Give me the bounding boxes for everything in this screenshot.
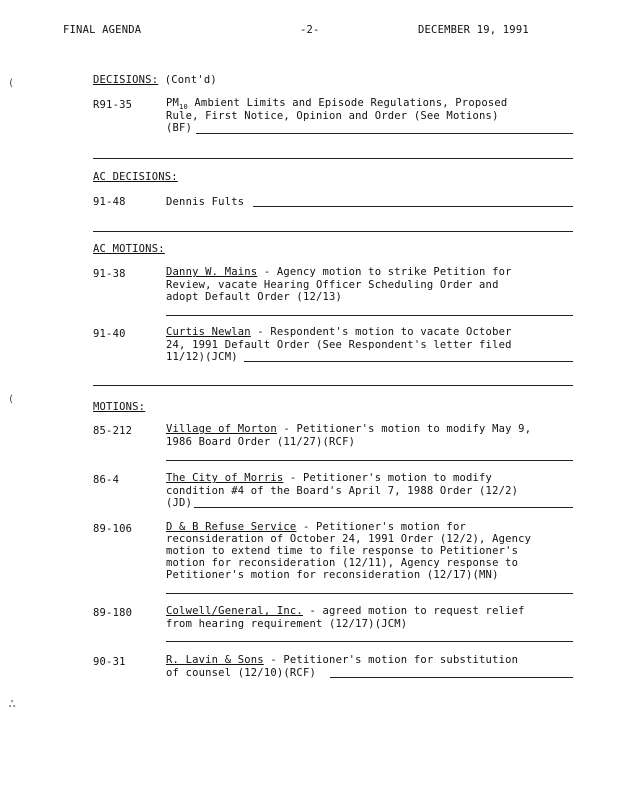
- agenda-item-text: R. Lavin & Sons - Petitioner's motion for substitution: [166, 654, 519, 666]
- section-ac-decisions-heading: AC DECISIONS:: [93, 171, 178, 183]
- header-page-number: -2-: [300, 24, 320, 36]
- vote-line: [93, 158, 573, 159]
- vote-line: [330, 677, 573, 678]
- scan-mark: (: [8, 78, 15, 89]
- agenda-item-text: The City of Morris - Petitioner's motion to modify: [166, 472, 493, 484]
- agenda-item-text: (JD): [166, 497, 193, 509]
- agenda-item-text: Village of Morton - Petitioner's motion to modify May 9,: [166, 423, 532, 435]
- docket-number: 86-4: [93, 474, 120, 486]
- docket-number: 91-48: [93, 196, 126, 208]
- agenda-item-text: 1986 Board Order (11/27)(RCF): [166, 436, 356, 448]
- agenda-item-text: Danny W. Mains - Agency motion to strike Petition for: [166, 266, 512, 278]
- docket-number: 91-40: [93, 328, 126, 340]
- docket-number: 91-38: [93, 268, 126, 280]
- agenda-item-text: D & B Refuse Service - Petitioner's motion for: [166, 521, 466, 533]
- vote-line: [93, 231, 573, 232]
- agenda-item-text: Curtis Newlan - Respondent's motion to vacate October: [166, 326, 512, 338]
- vote-line: [166, 315, 573, 316]
- vote-line: [93, 385, 573, 386]
- agenda-item-text: of counsel (12/10)(RCF): [166, 667, 316, 679]
- docket-number: 89-180: [93, 607, 133, 619]
- vote-line: [166, 460, 573, 461]
- agenda-item-text: Colwell/General, Inc. - agreed motion to request relief: [166, 605, 525, 617]
- scan-speckle: ∴: [8, 696, 17, 712]
- agenda-item-text: condition #4 of the Board's April 7, 1988 Order (12/2): [166, 485, 519, 497]
- vote-line: [166, 641, 573, 642]
- docket-number: R91-35: [93, 99, 133, 111]
- agenda-item-text: from hearing requirement (12/17)(JCM): [166, 618, 408, 630]
- agenda-item-text: (BF): [166, 122, 193, 134]
- agenda-item-text: adopt Default Order (12/13): [166, 291, 343, 303]
- header-left: FINAL AGENDA: [63, 24, 142, 36]
- agenda-item-text: Dennis Fults: [166, 196, 245, 208]
- section-decisions-heading: DECISIONS: (Cont'd): [93, 74, 217, 86]
- agenda-item-text: Petitioner's motion for reconsideration (12/17)(MN): [166, 569, 499, 581]
- agenda-item-text: Rule, First Notice, Opinion and Order (See Motions): [166, 110, 499, 122]
- agenda-item-text: Review, vacate Hearing Officer Scheduling Order and: [166, 279, 499, 291]
- agenda-item-text: 24, 1991 Default Order (See Respondent's letter filed: [166, 339, 512, 351]
- agenda-item-text: reconsideration of October 24, 1991 Order (12/2), Agency: [166, 533, 532, 545]
- agenda-item-text: $PM_{10}$ Ambient Limits and Episode Regulations, Proposed: [166, 97, 508, 111]
- scan-mark: (: [8, 394, 15, 405]
- agenda-item-text: motion for reconsideration (12/11), Agency response to: [166, 557, 519, 569]
- header-date: DECEMBER 19, 1991: [418, 24, 529, 36]
- vote-line: [244, 361, 573, 362]
- agenda-item-text: 11/12)(JCM): [166, 351, 238, 363]
- vote-line: [166, 593, 573, 594]
- docket-number: 89-106: [93, 523, 133, 535]
- docket-number: 85-212: [93, 425, 133, 437]
- section-motions-heading: MOTIONS:: [93, 401, 146, 413]
- vote-line: [196, 133, 573, 134]
- section-ac-motions-heading: AC MOTIONS:: [93, 243, 165, 255]
- vote-line: [194, 507, 573, 508]
- docket-number: 90-31: [93, 656, 126, 668]
- vote-line: [253, 206, 573, 207]
- agenda-item-text: motion to extend time to file response to Petitioner's: [166, 545, 519, 557]
